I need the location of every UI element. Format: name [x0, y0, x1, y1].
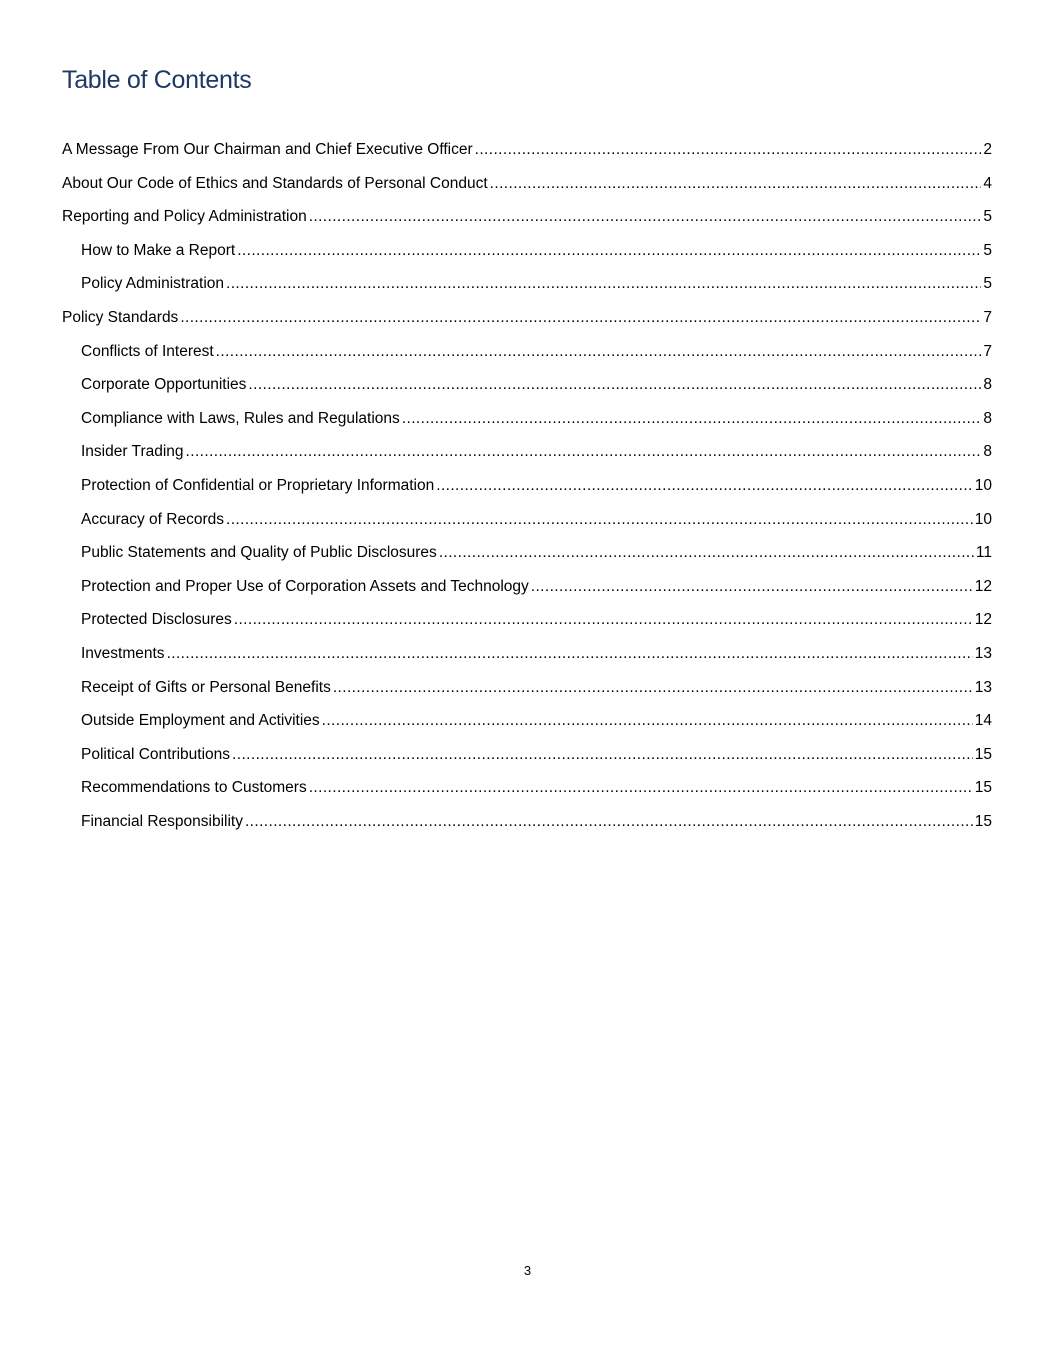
toc-entry-page: 2	[983, 141, 992, 158]
toc-leader-dots	[333, 674, 973, 702]
toc-entry-label: Outside Employment and Activities	[81, 712, 320, 730]
toc-entry-page: 14	[974, 712, 992, 730]
toc-leader-dots	[226, 270, 981, 298]
toc-entry-label: Conflicts of Interest	[81, 342, 214, 360]
toc-entry-page: 10	[974, 476, 992, 494]
toc-entry-page: 5	[983, 275, 992, 293]
toc-entry[interactable]	[62, 741, 992, 775]
toc-entry[interactable]	[62, 674, 992, 708]
toc-entry-label: Financial Responsibility	[81, 812, 243, 830]
toc-entry-label: Protected Disclosures	[81, 611, 232, 629]
toc-entry-label: Receipt of Gifts or Personal Benefits	[81, 678, 331, 696]
toc-leader-dots	[226, 506, 973, 534]
toc-leader-dots	[436, 472, 973, 500]
toc-entry-page: 12	[974, 577, 992, 595]
toc-entry[interactable]	[62, 203, 992, 237]
toc-entry[interactable]	[62, 170, 992, 204]
toc-entry-page: 10	[974, 510, 992, 528]
toc-entry-page: 15	[974, 745, 992, 763]
toc-leader-dots	[232, 741, 973, 769]
toc-entry-page: 5	[983, 208, 992, 226]
toc-entry[interactable]	[62, 774, 992, 808]
toc-entry-label: Public Statements and Quality of Public Disclosures	[81, 544, 437, 562]
toc-leader-dots	[234, 606, 973, 634]
toc-entry-label: Insider Trading	[81, 443, 184, 461]
toc-leader-dots	[216, 338, 982, 366]
toc-leader-dots	[490, 170, 982, 198]
toc-entry-page: 13	[974, 644, 992, 662]
toc-entry-page: 15	[974, 812, 992, 830]
toc-leader-dots	[186, 438, 982, 466]
page-title: Table of Contents	[62, 66, 252, 94]
page-number: 3	[523, 1263, 532, 1278]
toc-leader-dots	[475, 136, 982, 164]
toc-entry-label: Compliance with Laws, Rules and Regulations	[81, 409, 400, 427]
toc-entry-label: Reporting and Policy Administration	[62, 208, 307, 226]
toc-entry-label: About Our Code of Ethics and Standards of Personal Conduct	[62, 174, 488, 192]
toc-entry-label: Political Contributions	[81, 745, 231, 763]
table-of-contents	[62, 136, 992, 841]
toc-leader-dots	[309, 774, 973, 802]
toc-entry-page: 7	[983, 342, 992, 360]
toc-entry-label: Protection and Proper Use of Corporation Assets and Technology	[81, 577, 529, 595]
toc-entry-page: 7	[983, 308, 992, 326]
toc-leader-dots	[309, 203, 982, 231]
toc-entry-label: How to Make a Report	[81, 241, 236, 259]
toc-entry[interactable]	[62, 640, 992, 674]
toc-entry[interactable]	[62, 237, 992, 271]
toc-entry[interactable]	[62, 270, 992, 304]
toc-entry[interactable]	[62, 573, 992, 607]
toc-leader-dots	[167, 640, 973, 668]
toc-leader-dots	[180, 304, 981, 332]
toc-leader-dots	[402, 405, 982, 433]
toc-entry-label: A Message From Our Chairman and Chief Executive Officer	[62, 141, 473, 158]
toc-entry-label: Investments	[81, 644, 165, 662]
toc-entry[interactable]	[62, 808, 992, 842]
toc-entry[interactable]	[62, 304, 992, 338]
toc-entry-page: 4	[983, 174, 992, 192]
toc-entry[interactable]	[62, 606, 992, 640]
toc-entry-label: Accuracy of Records	[81, 510, 224, 528]
toc-entry[interactable]	[62, 506, 992, 540]
toc-entry-label: Protection of Confidential or Proprietary Information	[81, 476, 435, 494]
toc-entry-page: 8	[983, 409, 992, 427]
toc-entry-page: 8	[983, 376, 992, 394]
toc-leader-dots	[237, 237, 981, 265]
toc-leader-dots	[531, 573, 973, 601]
toc-entry[interactable]	[62, 338, 992, 372]
toc-entry-page: 12	[974, 611, 992, 629]
toc-entry-label: Recommendations to Customers	[81, 779, 307, 797]
toc-entry-label: Corporate Opportunities	[81, 376, 247, 394]
toc-leader-dots	[322, 707, 973, 735]
toc-entry[interactable]	[62, 472, 992, 506]
toc-entry[interactable]	[62, 136, 992, 170]
toc-entry-page: 13	[974, 678, 992, 696]
toc-entry-page: 8	[983, 443, 992, 461]
toc-entry[interactable]	[62, 438, 992, 472]
toc-entry-label: Policy Standards	[62, 308, 179, 326]
toc-entry-page: 5	[983, 241, 992, 259]
toc-entry[interactable]	[62, 371, 992, 405]
toc-leader-dots	[245, 808, 973, 836]
toc-entry[interactable]	[62, 539, 992, 573]
toc-leader-dots	[439, 539, 974, 567]
toc-leader-dots	[248, 371, 981, 399]
toc-entry[interactable]	[62, 707, 992, 741]
toc-entry-page: 11	[975, 544, 992, 562]
toc-entry[interactable]	[62, 405, 992, 439]
toc-entry-page: 15	[974, 779, 992, 797]
toc-entry-label: Policy Administration	[81, 275, 225, 293]
